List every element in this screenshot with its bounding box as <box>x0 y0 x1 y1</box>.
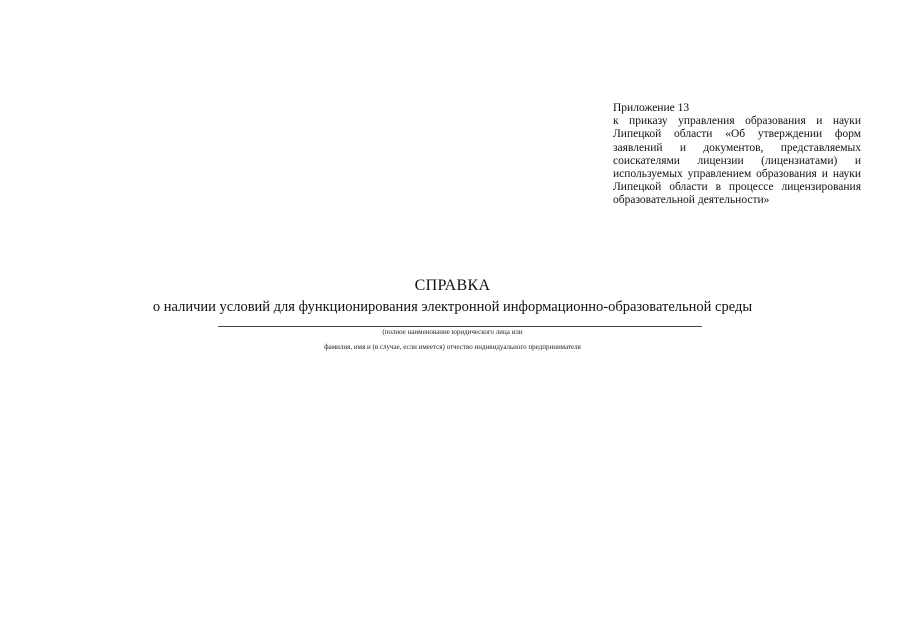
annex-block <box>613 102 861 208</box>
fill-in-caption-1: (полное наименование юридического лица или <box>382 328 523 336</box>
document-title: СПРАВКА <box>414 277 491 294</box>
fill-in-line <box>218 326 702 327</box>
fill-in-caption-2: фамилия, имя и (в случае, если имеется) отчество индивидуального предпринимателя <box>324 343 581 351</box>
annex-number: Приложение 13 <box>613 102 690 114</box>
document-subtitle: о наличии условий для функционирования электронной информационно-образовательной среды <box>152 299 753 315</box>
annex-text: к приказу управления образования и науки Липецкой области «Об утверждении форм заявлений и документов, представляемых соискателями лицензии (лицензиатами) и используемых управлением образования и науки Липецкой области в процессе лицензирования образовательной деятельности» <box>613 115 861 207</box>
